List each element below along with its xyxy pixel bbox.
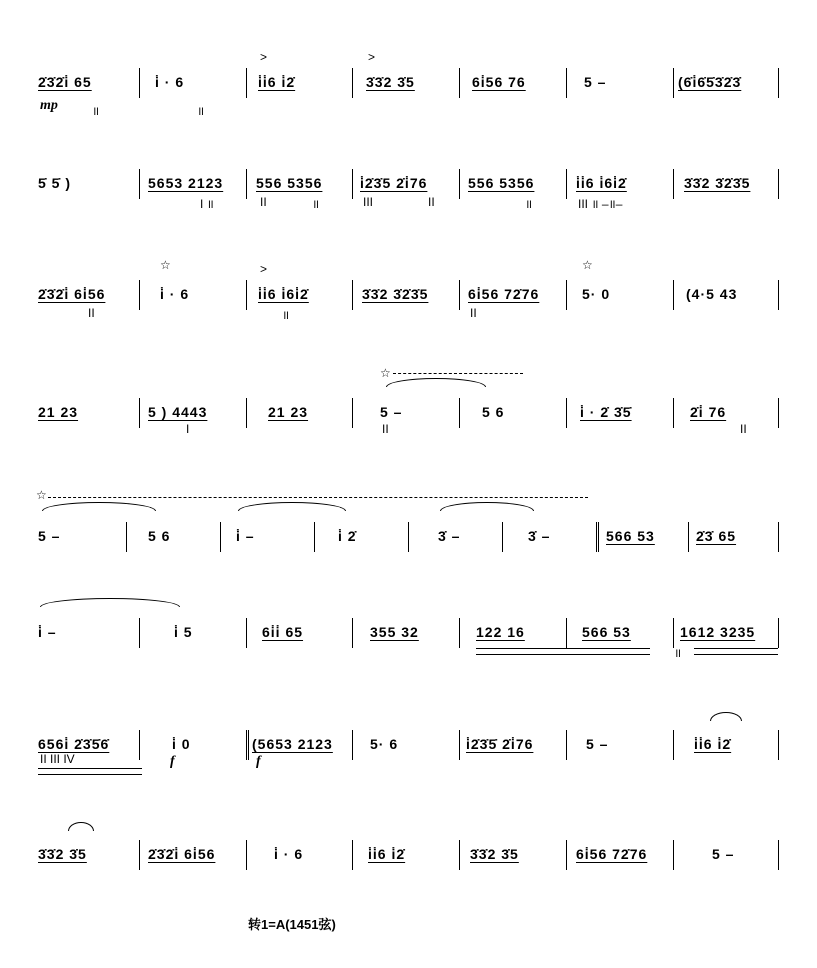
bowing-mark: ॥ <box>92 104 100 118</box>
crescendo-wedge <box>38 768 142 769</box>
tie-dash-line <box>48 497 588 498</box>
barline <box>673 730 674 760</box>
measure: 6i̇56 76 <box>472 74 526 90</box>
barline <box>246 618 247 648</box>
barline <box>459 169 460 199</box>
measure: 3̇ – <box>438 528 461 544</box>
measure: 2̇3̇2̇i̇ 6i̇56 <box>148 846 216 862</box>
measure: i̇2̇3̇5 2̇i̇76 <box>360 175 428 191</box>
slur <box>440 502 534 511</box>
measure: i̇ · 6 <box>274 846 304 862</box>
slur <box>40 598 180 607</box>
bowing-mark: ॥ <box>282 308 290 322</box>
staff-row-5 <box>0 488 817 568</box>
star-mark: ☆ <box>380 366 391 380</box>
measure: 6i̇56 72̇76 <box>576 846 648 862</box>
measure: 5 – <box>380 404 403 420</box>
measure: 556 5356 <box>256 175 323 191</box>
barline <box>246 840 247 870</box>
bowing-mark: I ॥ <box>200 197 214 211</box>
bowing-mark: ॥ <box>674 646 682 660</box>
barline <box>126 522 127 552</box>
barline <box>459 618 460 648</box>
barline <box>139 730 140 760</box>
measure: i̇2̇3̇5̇ 2̇i̇76 <box>466 736 534 752</box>
bowing-mark: ॥ <box>312 197 320 211</box>
measure: i̇ 5 <box>174 624 193 640</box>
barline <box>352 68 353 98</box>
measure: i̇i̇6 i̇2̇ <box>258 74 296 90</box>
barline <box>139 280 140 310</box>
measure: 1612 3235 <box>680 624 756 640</box>
barline <box>246 280 247 310</box>
measure: i̇i̇6 i̇6i̇2̇ <box>576 175 627 191</box>
measure: 5· 6 <box>370 736 399 752</box>
measure: 6i̇56 72̇76 <box>468 286 540 302</box>
bowing-mark: I <box>186 422 190 436</box>
barline <box>314 522 315 552</box>
measure: 556 5356 <box>468 175 535 191</box>
measure: 5 6 <box>148 528 171 544</box>
bowing-mark: II <box>740 422 747 436</box>
barline <box>673 68 674 98</box>
measure: 5 – <box>712 846 735 862</box>
measure: i̇ 2̇ <box>338 528 357 544</box>
staff-row-4 <box>0 366 817 444</box>
measure: (5653 2123 <box>252 736 333 752</box>
measure: 3̇ – <box>528 528 551 544</box>
crescendo-wedge <box>694 654 778 655</box>
staff-row-2 <box>0 155 817 215</box>
measure: (4·5 43 <box>686 286 738 302</box>
barline <box>778 280 779 310</box>
slur <box>238 502 346 511</box>
bowing-mark: II <box>88 306 95 320</box>
barline <box>566 169 567 199</box>
bowing-mark: III ॥ –॥– <box>578 197 623 211</box>
barline <box>459 730 460 760</box>
measure: 3̇3̇2 3̇5 <box>470 846 519 862</box>
slur <box>42 502 156 511</box>
measure: i̇i̇6 i̇6i̇2̇ <box>258 286 309 302</box>
dynamic-mark: f <box>170 754 175 769</box>
star-mark: ☆ <box>160 258 171 272</box>
staff-row-6 <box>0 604 817 664</box>
barline <box>566 730 567 760</box>
measure: i̇ · 6 <box>155 74 185 90</box>
dynamic-mark: f <box>256 754 261 769</box>
measure: 21 23 <box>268 404 309 420</box>
barline <box>408 522 409 552</box>
measure: 3̇3̇2 3̇2̇3̇5 <box>362 286 429 302</box>
barline <box>352 398 353 428</box>
measure: 355 32 <box>370 624 419 640</box>
bowing-mark: II <box>470 306 477 320</box>
barline <box>139 398 140 428</box>
measure: 122 16 <box>476 624 525 640</box>
accent-mark: > <box>260 262 268 276</box>
measure: i̇ · 6 <box>160 286 190 302</box>
barline <box>139 618 140 648</box>
measure: 3̇3̇2 3̇5 <box>366 74 415 90</box>
bowing-mark: II III IV <box>40 752 75 766</box>
bowing-mark: II <box>382 422 389 436</box>
measure: i̇ · 2̇ 3̇5̇ <box>580 404 632 420</box>
measure: 5 – <box>38 528 61 544</box>
barline <box>778 730 779 760</box>
measure: 2̇3̇2̇i̇ 6i̇56 <box>38 286 106 302</box>
measure: 5 6 <box>482 404 505 420</box>
barline <box>778 522 779 552</box>
accent-mark: > <box>260 50 268 64</box>
barline <box>778 840 779 870</box>
measure: 3̇3̇2 3̇5 <box>38 846 87 862</box>
crescendo-wedge <box>38 774 142 775</box>
barline <box>459 398 460 428</box>
barline <box>778 618 779 648</box>
barline <box>139 169 140 199</box>
measure: 2̇3̇ 65 <box>696 528 737 544</box>
measure: 5· 0 <box>582 286 611 302</box>
barline <box>566 618 567 648</box>
barline <box>352 169 353 199</box>
measure: 5 ) 4443 <box>148 404 208 420</box>
barline <box>778 169 779 199</box>
staff-row-3 <box>0 258 817 326</box>
accent-mark: > <box>368 50 376 64</box>
barline <box>566 68 567 98</box>
star-mark: ☆ <box>36 488 47 502</box>
barline <box>566 280 567 310</box>
slur <box>68 822 94 831</box>
measure: i̇i̇6 i̇2̇ <box>694 736 732 752</box>
measure: 5 – <box>584 74 607 90</box>
barline-double <box>246 730 247 760</box>
barline <box>778 68 779 98</box>
barline <box>673 840 674 870</box>
measure: 21 23 <box>38 404 79 420</box>
dynamic-mark: mp <box>40 98 58 113</box>
barline <box>688 522 689 552</box>
barline <box>352 280 353 310</box>
slur <box>386 378 486 387</box>
barline <box>459 840 460 870</box>
measure: 2̇3̇2̇i̇ 65 <box>38 74 92 90</box>
barline <box>352 840 353 870</box>
measure: 3̇3̇2 3̇2̇3̇5 <box>684 175 751 191</box>
measure: i̇ – <box>38 624 57 640</box>
bowing-mark: II <box>260 195 267 209</box>
measure: 2̇i̇ 76 <box>690 404 727 420</box>
measure: i̇ 0 <box>172 736 191 752</box>
barline <box>673 280 674 310</box>
measure: 656i̇ 2̇3̇5̇6̇ <box>38 736 110 752</box>
measure: 5653 2123 <box>148 175 224 191</box>
barline <box>352 618 353 648</box>
staff-row-8 <box>0 826 817 886</box>
barline-double <box>596 522 597 552</box>
crescendo-wedge <box>694 648 778 649</box>
measure: 6i̇i̇ 65 <box>262 624 304 640</box>
measure: i̇ – <box>236 528 255 544</box>
measure: 566 53 <box>582 624 631 640</box>
key-change-label: 转1=A(1451弦) <box>248 917 336 932</box>
measure: 5̇ 5̇ ) <box>38 175 72 191</box>
barline <box>459 280 460 310</box>
bowing-mark: III <box>363 195 374 209</box>
bowing-mark: ॥ <box>197 104 205 118</box>
barline <box>220 522 221 552</box>
barline <box>459 68 460 98</box>
barline <box>246 68 247 98</box>
barline <box>139 68 140 98</box>
barline <box>566 398 567 428</box>
staff-row-1 <box>0 50 817 118</box>
measure: 5 – <box>586 736 609 752</box>
slur <box>710 712 742 721</box>
star-mark: ☆ <box>582 258 593 272</box>
decrescendo-wedge <box>476 648 650 649</box>
staff-row-7 <box>0 716 817 776</box>
decrescendo-wedge <box>476 654 650 655</box>
barline <box>352 730 353 760</box>
measure: i̇i̇6 i̇2̇ <box>368 846 406 862</box>
barline <box>139 840 140 870</box>
barline <box>778 398 779 428</box>
measure: 566 53 <box>606 528 655 544</box>
barline <box>566 840 567 870</box>
bowing-mark: ॥ <box>525 197 533 211</box>
bowing-mark: II <box>428 195 435 209</box>
tie-dash-line <box>393 373 523 374</box>
barline <box>673 169 674 199</box>
measure: (6̇i̇6̇5̇3̇2̇3̇ <box>678 74 742 90</box>
barline <box>246 398 247 428</box>
barline <box>673 398 674 428</box>
barline <box>246 169 247 199</box>
barline <box>502 522 503 552</box>
